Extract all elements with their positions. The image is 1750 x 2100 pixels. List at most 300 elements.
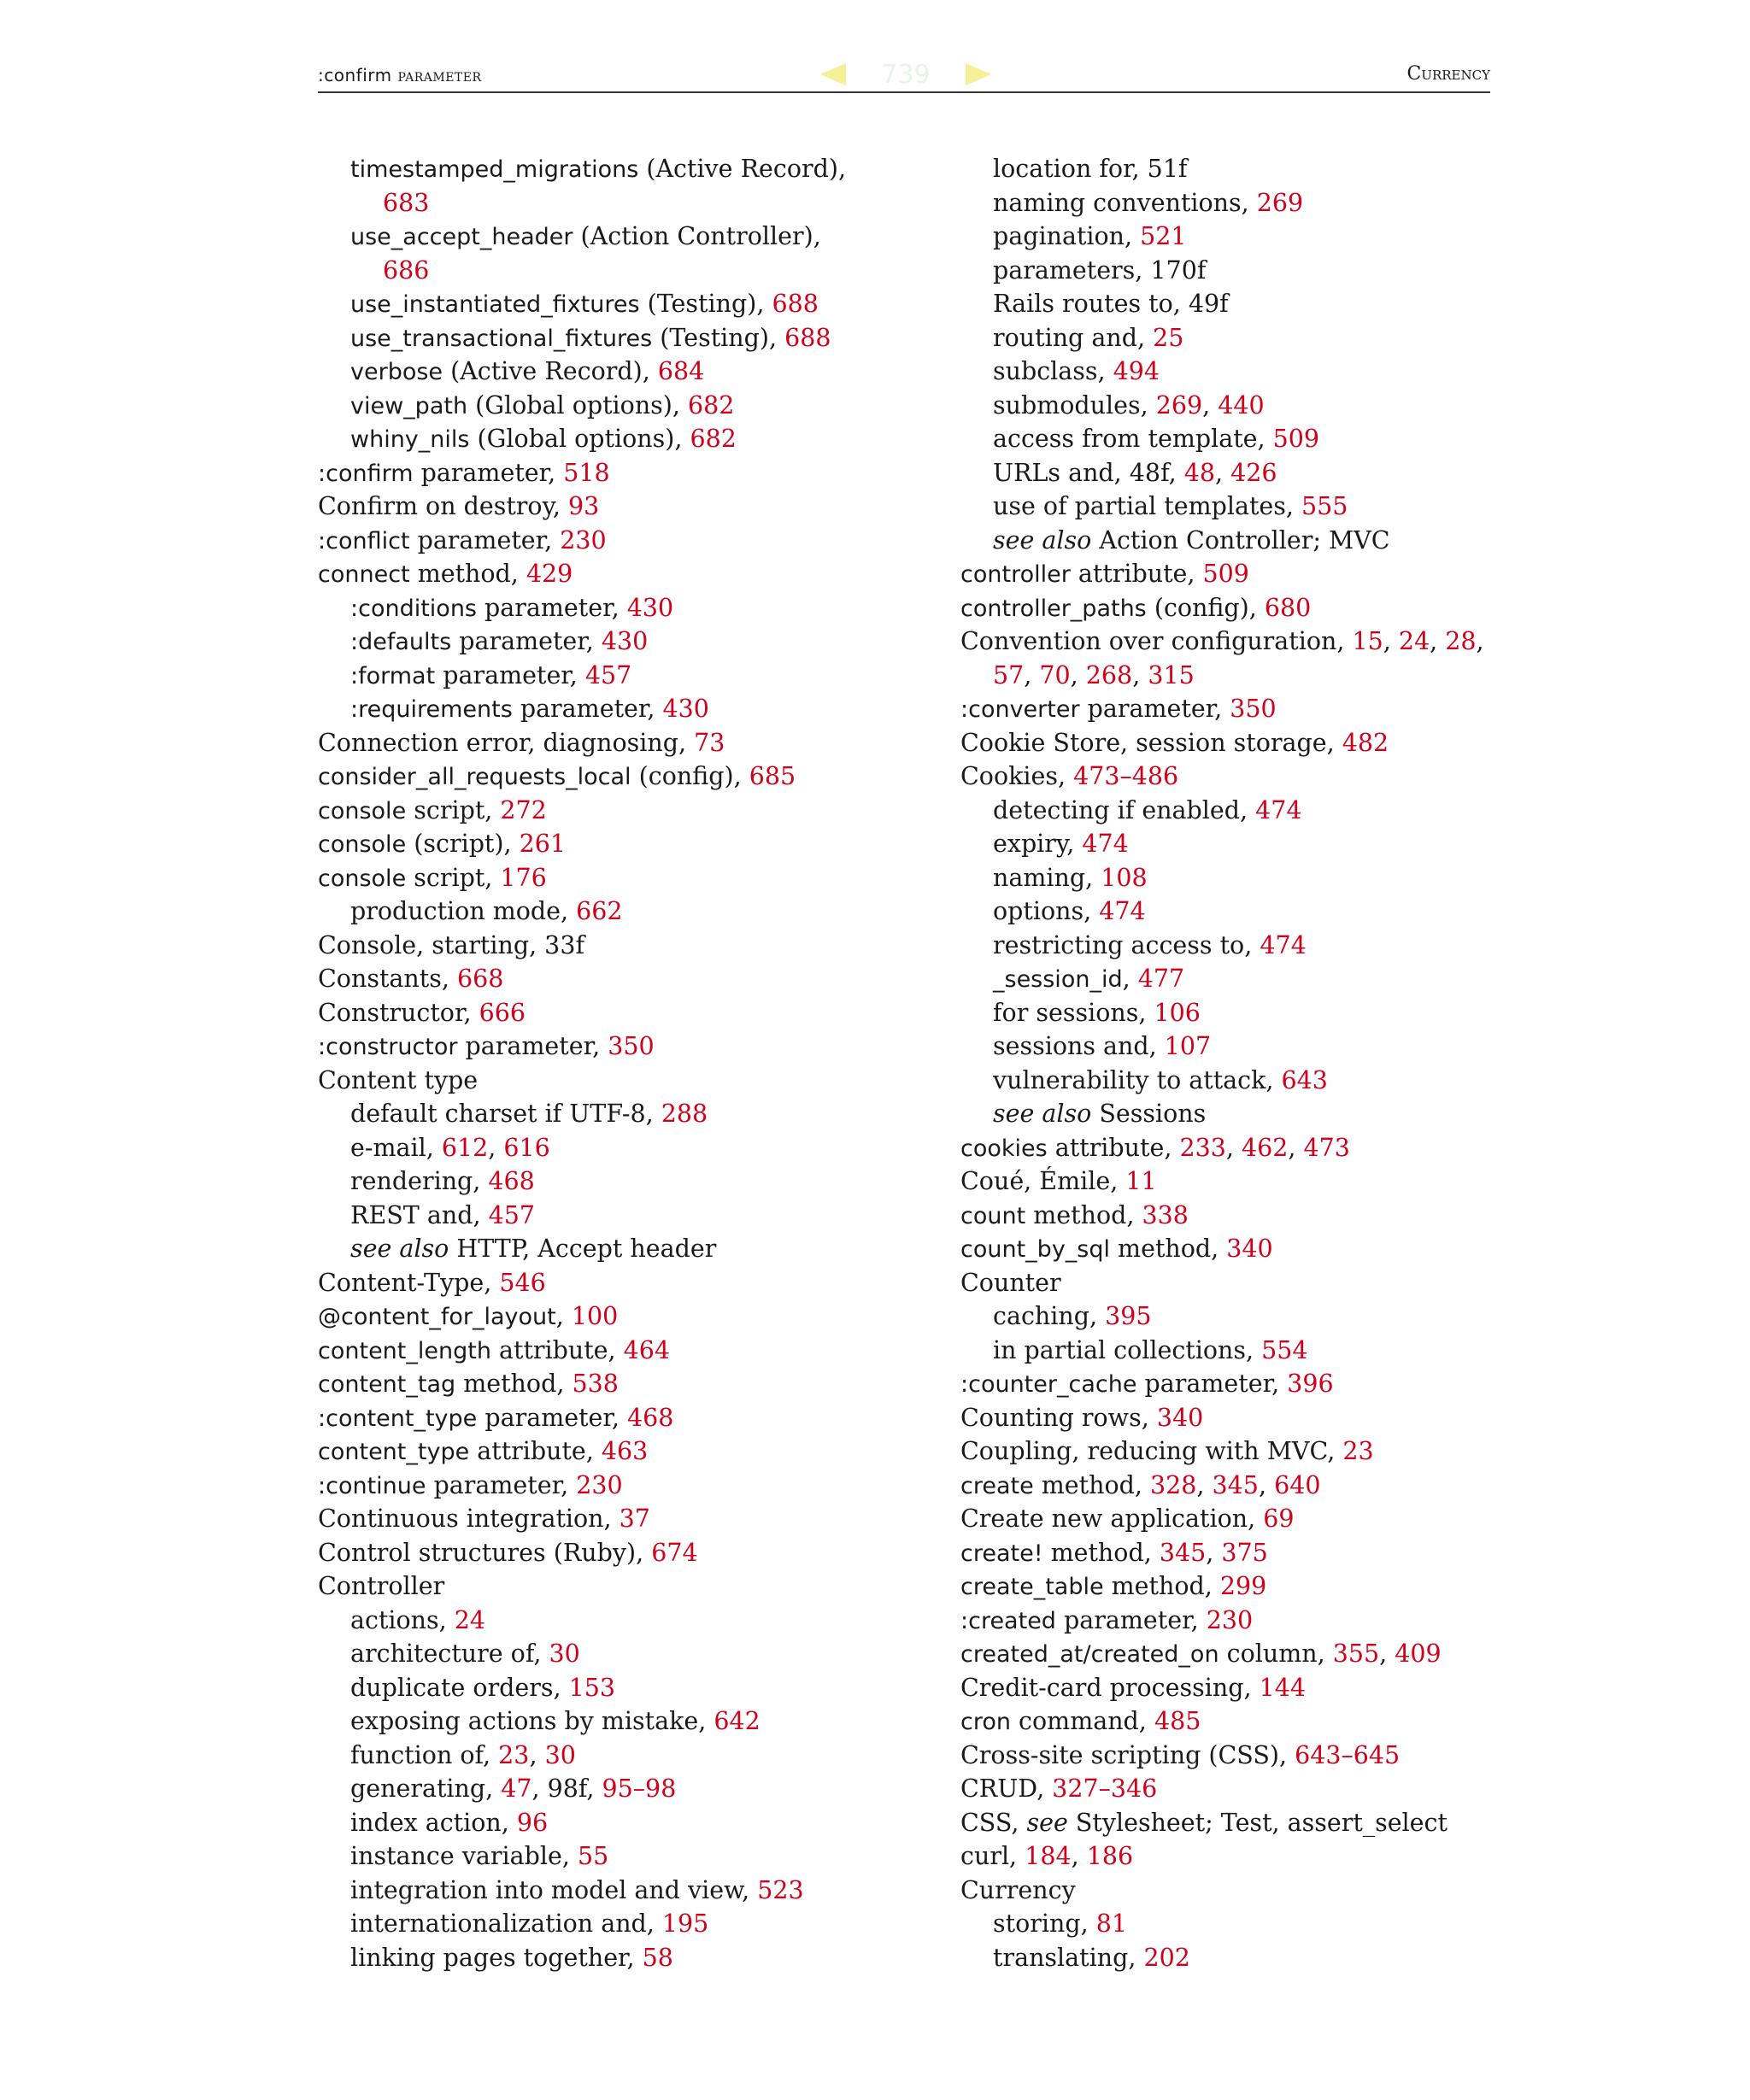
- entry-text: index action,: [350, 1808, 517, 1837]
- page-reference-link[interactable]: 474: [1255, 795, 1302, 824]
- page-reference-link[interactable]: 24: [1398, 627, 1430, 655]
- page-reference-link[interactable]: 269: [1155, 390, 1203, 419]
- entry-text: , 98f,: [531, 1774, 602, 1803]
- page-reference-link[interactable]: 107: [1164, 1032, 1212, 1060]
- entry-text: Coupling, reducing with MVC,: [960, 1437, 1343, 1465]
- page-reference-link[interactable]: 195: [661, 1909, 709, 1938]
- code-term: create_table: [960, 1574, 1104, 1600]
- index-subentry: [960, 524, 1559, 558]
- page-reference-link[interactable]: 93: [568, 492, 600, 520]
- index-subentry: [960, 389, 1559, 423]
- code-term: :created: [960, 1607, 1056, 1634]
- page-reference-link[interactable]: 288: [661, 1100, 708, 1128]
- entry-text: Coué, Émile,: [960, 1167, 1126, 1195]
- page-reference-link[interactable]: 176: [500, 863, 547, 892]
- entry-text: (script),: [406, 830, 520, 858]
- page-reference-link[interactable]: 682: [688, 390, 735, 419]
- entry-text: (Testing),: [652, 323, 785, 352]
- entry-text: method,: [1025, 1200, 1142, 1229]
- entry-text: Create new application,: [960, 1505, 1264, 1533]
- index-subentry: [318, 659, 916, 693]
- entry-text: parameter,: [512, 695, 663, 723]
- index-entry: [318, 1299, 916, 1334]
- entry-text: ,: [1225, 1133, 1242, 1162]
- page-reference-link[interactable]: 96: [516, 1808, 549, 1837]
- page-reference-link[interactable]: 100: [571, 1302, 619, 1330]
- entry-text: Constants,: [318, 965, 457, 993]
- entry-text: CSS,: [960, 1808, 1027, 1837]
- entry-text: Controller: [318, 1572, 445, 1600]
- page-reference-link[interactable]: 482: [1342, 728, 1389, 757]
- index-entry: [960, 1199, 1559, 1233]
- page-reference-link[interactable]: 430: [601, 627, 649, 655]
- code-term: count: [960, 1202, 1026, 1229]
- index-subentry: [318, 625, 916, 659]
- page-reference-link[interactable]: 473–486: [1073, 762, 1179, 790]
- index-entry: [318, 861, 916, 895]
- code-term: count_by_sql: [960, 1236, 1110, 1263]
- page-reference-link[interactable]: 429: [526, 560, 573, 588]
- entry-text: parameter,: [409, 525, 561, 554]
- index-subentry: [318, 895, 916, 929]
- page-reference-link[interactable]: 345: [1212, 1470, 1259, 1499]
- index-subentry: [960, 827, 1559, 861]
- index-subentry: [318, 1941, 916, 1975]
- code-term: use_instantiated_fixtures: [350, 291, 640, 318]
- page-reference-link[interactable]: 457: [488, 1200, 535, 1229]
- entry-text: integration into model and view,: [350, 1875, 758, 1904]
- see-also-label: see also: [993, 1100, 1092, 1128]
- page-reference-link[interactable]: 269: [1256, 188, 1304, 217]
- see-also-label: see also: [993, 525, 1092, 554]
- index-column-right: [960, 152, 1559, 1974]
- page-reference-link[interactable]: 57: [993, 660, 1025, 689]
- page-reference-link[interactable]: 340: [1226, 1235, 1273, 1263]
- entry-text: location for, 51f: [993, 155, 1188, 183]
- entry-text: use of partial templates,: [993, 492, 1302, 520]
- index-entry: [960, 1434, 1559, 1469]
- page-reference-link[interactable]: 612: [441, 1133, 489, 1162]
- index-subentry: [960, 287, 1559, 321]
- index-entry: [960, 1839, 1559, 1874]
- index-subentry: [960, 1941, 1559, 1975]
- page-reference-link[interactable]: 666: [479, 998, 526, 1027]
- index-entry: [318, 1367, 916, 1401]
- entry-text: caching,: [993, 1302, 1106, 1330]
- page-reference-link[interactable]: 462: [1241, 1133, 1289, 1162]
- index-subentry: [318, 1671, 916, 1705]
- page-reference-link[interactable]: 184: [1025, 1842, 1072, 1870]
- entry-text: (Global options),: [469, 425, 690, 453]
- index-entry: [318, 1536, 916, 1570]
- index-subentry: [960, 1029, 1559, 1064]
- entry-text: exposing actions by mistake,: [350, 1707, 714, 1735]
- page-reference-link[interactable]: 521: [1140, 222, 1187, 250]
- index-subentry: [318, 152, 916, 186]
- index-entry: [318, 490, 916, 524]
- entry-text: Cookies,: [960, 762, 1074, 790]
- next-page-arrow-icon[interactable]: [966, 63, 991, 85]
- page-reference-link[interactable]: 48: [1183, 458, 1215, 487]
- index-subentry: [318, 1704, 916, 1739]
- page-reference-link[interactable]: 518: [563, 458, 610, 487]
- page-reference-link[interactable]: 616: [503, 1133, 550, 1162]
- running-head: [318, 51, 1490, 92]
- entry-text: ,: [1071, 1842, 1087, 1870]
- page-reference-link[interactable]: 28: [1445, 627, 1477, 655]
- see-also-label: see also: [350, 1235, 449, 1263]
- code-term: view_path: [350, 392, 468, 419]
- entry-text: ,: [555, 1302, 572, 1330]
- page-reference-link[interactable]: 396: [1287, 1370, 1334, 1398]
- page-reference-link[interactable]: 538: [572, 1370, 619, 1398]
- running-head-right: Currency: [1406, 63, 1490, 85]
- page-reference-link[interactable]: 477: [1137, 965, 1185, 993]
- page-reference-link[interactable]: 37: [619, 1505, 650, 1533]
- entry-text: parameter,: [477, 593, 627, 622]
- page-reference-link[interactable]: 546: [499, 1268, 546, 1297]
- page-reference-link[interactable]: 30: [549, 1640, 580, 1668]
- index-subentry: [960, 152, 1559, 186]
- entry-text: method,: [1042, 1538, 1160, 1567]
- entry-text: subclass,: [993, 357, 1113, 385]
- index-entry: [960, 1604, 1559, 1638]
- index-subentry: [318, 1874, 916, 1908]
- page-reference-link[interactable]: 430: [662, 695, 709, 723]
- page-reference-link[interactable]: 680: [1264, 593, 1312, 622]
- index-entry: [960, 591, 1559, 625]
- page-reference-link[interactable]: 350: [1230, 695, 1277, 723]
- index-entry: [960, 1874, 1559, 1908]
- entry-text: parameters, 170f: [993, 255, 1207, 284]
- entry-text: ,: [1288, 1133, 1304, 1162]
- page-reference-link[interactable]: 685: [749, 762, 796, 790]
- page-reference-link[interactable]: 686: [383, 255, 430, 284]
- page-reference-link[interactable]: 474: [1099, 897, 1146, 925]
- page-reference-link[interactable]: 662: [576, 897, 623, 925]
- entry-text: generating,: [350, 1774, 502, 1803]
- code-term: :defaults: [350, 629, 452, 655]
- index-entry: [318, 456, 916, 490]
- entry-text: internationalization and,: [350, 1909, 662, 1938]
- code-term: cookies: [960, 1135, 1048, 1162]
- page-reference-link[interactable]: 682: [690, 425, 737, 453]
- entry-text: parameter,: [451, 627, 602, 655]
- entry-text: attribute,: [490, 1335, 624, 1364]
- index-entry: [318, 929, 916, 963]
- page-reference-link[interactable]: 327–346: [1052, 1774, 1158, 1803]
- index-subentry: [960, 186, 1559, 220]
- page-reference-link[interactable]: 70: [1039, 660, 1071, 689]
- index-entry: [318, 760, 916, 794]
- index-subentry: [318, 1164, 916, 1199]
- entry-text: storing,: [993, 1909, 1096, 1938]
- page-reference-link[interactable]: 509: [1202, 560, 1249, 588]
- code-term: use_accept_header: [350, 224, 573, 250]
- page-reference-link[interactable]: 106: [1154, 998, 1201, 1027]
- code-term: consider_all_requests_local: [318, 764, 631, 790]
- page-reference-link[interactable]: 426: [1230, 458, 1277, 487]
- index-entry: [960, 1401, 1559, 1435]
- page-reference-link[interactable]: 81: [1095, 1909, 1127, 1938]
- page-reference-link[interactable]: 640: [1274, 1470, 1321, 1499]
- index-entry: [960, 760, 1559, 794]
- entry-text: Continuous integration,: [318, 1505, 620, 1533]
- page-reference-link[interactable]: 340: [1156, 1403, 1204, 1432]
- index-subentry: [960, 456, 1559, 490]
- page-reference-link[interactable]: 328: [1150, 1470, 1197, 1499]
- index-entry: [318, 827, 916, 861]
- page-reference-link[interactable]: 474: [1082, 830, 1129, 858]
- index-column-left: [318, 152, 916, 1974]
- entry-text: Confirm on destroy,: [318, 492, 569, 520]
- page-reference-link[interactable]: 15: [1352, 627, 1383, 655]
- page-reference-link[interactable]: 11: [1125, 1167, 1157, 1195]
- index-entry: [960, 1131, 1559, 1165]
- page-reference-link[interactable]: 485: [1154, 1707, 1201, 1735]
- page-reference-link[interactable]: 23: [1342, 1437, 1374, 1465]
- entry-text: attribute,: [1047, 1133, 1180, 1162]
- page-reference-link[interactable]: 202: [1143, 1943, 1190, 1972]
- entry-text: curl,: [960, 1842, 1025, 1870]
- entry-text: vulnerability to attack,: [993, 1065, 1282, 1094]
- code-term: whiny_nils: [350, 426, 470, 453]
- entry-text: ,: [1214, 458, 1231, 487]
- index-entry: [960, 1367, 1559, 1401]
- code-term: :counter_cache: [960, 1371, 1137, 1398]
- page-reference-link[interactable]: 315: [1148, 660, 1195, 689]
- code-term: controller: [960, 561, 1071, 588]
- page-reference-link[interactable]: 345: [1159, 1538, 1207, 1567]
- page-reference-link[interactable]: 58: [642, 1943, 673, 1972]
- page-reference-link[interactable]: 30: [544, 1740, 576, 1769]
- page-reference-link[interactable]: 463: [601, 1437, 649, 1465]
- entry-text: ,: [1383, 627, 1399, 655]
- code-term: controller_paths: [960, 595, 1147, 622]
- running-head-left-word: parameter: [397, 65, 482, 85]
- page-reference-link[interactable]: 261: [519, 830, 567, 858]
- page-reference-link[interactable]: 523: [757, 1875, 804, 1904]
- page-reference-link[interactable]: 683: [383, 188, 430, 217]
- index-entry: [318, 794, 916, 828]
- code-term: use_transactional_fixtures: [350, 325, 653, 352]
- index-entry: [960, 625, 1559, 659]
- entry-text: Action Controller; MVC: [1091, 525, 1390, 554]
- page-reference-link[interactable]: 464: [623, 1335, 671, 1364]
- entry-text: ,: [1132, 660, 1148, 689]
- page-reference-link[interactable]: 95–98: [602, 1774, 677, 1803]
- entry-text: method,: [409, 560, 526, 588]
- index-subentry: [318, 692, 916, 726]
- code-term: :content_type: [318, 1405, 478, 1432]
- entry-text: instance variable,: [350, 1842, 578, 1870]
- entry-text: Counting rows,: [960, 1403, 1157, 1432]
- entry-text: parameter,: [426, 1470, 577, 1499]
- index-subentry: [960, 1064, 1559, 1098]
- entry-text: ,: [1206, 1538, 1222, 1567]
- entry-text: attribute,: [1070, 560, 1203, 588]
- page-reference-link[interactable]: 643: [1281, 1065, 1328, 1094]
- index-subentry: [960, 861, 1559, 895]
- entry-text: (Active Record),: [638, 155, 847, 183]
- index-subentry: [960, 355, 1559, 389]
- page-reference-link[interactable]: 299: [1219, 1572, 1267, 1600]
- code-term: :format: [350, 662, 436, 689]
- index-entry: [960, 1704, 1559, 1739]
- entry-text: pagination,: [993, 222, 1141, 250]
- page-reference-link[interactable]: 468: [488, 1167, 535, 1195]
- page-reference-link[interactable]: 457: [584, 660, 632, 689]
- code-term: content_length: [318, 1337, 491, 1364]
- page-reference-link[interactable]: 153: [568, 1673, 616, 1702]
- code-term: :requirements: [350, 696, 513, 723]
- entry-text: ,: [1196, 1470, 1213, 1499]
- index-subentry: [318, 1097, 916, 1131]
- index-subentry: [318, 389, 916, 423]
- page-reference-link[interactable]: 474: [1260, 930, 1307, 959]
- code-term: _session_id: [993, 966, 1123, 993]
- code-term: :converter: [960, 696, 1080, 723]
- index-entry: [960, 726, 1559, 760]
- entry-text: translating,: [993, 1943, 1144, 1972]
- entry-text: sessions and,: [993, 1032, 1165, 1060]
- entry-text: parameter,: [477, 1403, 628, 1432]
- index-subentry: [960, 1334, 1559, 1368]
- page-reference-link[interactable]: 144: [1259, 1673, 1306, 1702]
- index-entry: [960, 1502, 1559, 1536]
- page-reference-link[interactable]: 509: [1272, 425, 1320, 453]
- page-reference-link[interactable]: 23: [498, 1740, 530, 1769]
- entry-text: ,: [1476, 627, 1484, 655]
- page-reference-link[interactable]: 55: [577, 1842, 609, 1870]
- entry-text: script,: [406, 795, 501, 824]
- page-reference-link[interactable]: 554: [1261, 1335, 1308, 1364]
- index-subentry: [318, 1907, 916, 1941]
- index-entry: [318, 1434, 916, 1469]
- entry-text: Convention over configuration,: [960, 627, 1353, 655]
- index-entry: [960, 1266, 1559, 1300]
- page-reference-link[interactable]: 233: [1179, 1133, 1226, 1162]
- index-entry: [318, 1266, 916, 1300]
- page-reference-link[interactable]: 186: [1086, 1842, 1134, 1870]
- index-entry: [960, 1772, 1559, 1806]
- page-reference-link[interactable]: 230: [576, 1470, 623, 1499]
- entry-text: Cookie Store, session storage,: [960, 728, 1342, 757]
- index-subentry: [960, 1907, 1559, 1941]
- page-reference-link[interactable]: 430: [626, 593, 674, 622]
- entry-text: ,: [1379, 1640, 1395, 1668]
- page-reference-link[interactable]: 47: [501, 1774, 532, 1803]
- index-entry: [318, 557, 916, 591]
- index-subentry: [960, 422, 1559, 456]
- page-reference-link[interactable]: 668: [456, 965, 504, 993]
- page-reference-link[interactable]: 355: [1332, 1640, 1380, 1668]
- entry-text: Currency: [960, 1875, 1076, 1904]
- page-reference-link[interactable]: 473: [1303, 1133, 1350, 1162]
- index-subentry: [960, 321, 1559, 355]
- entry-text: ,: [1070, 660, 1086, 689]
- entry-text: ,: [1258, 1470, 1275, 1499]
- index-subentry: [318, 321, 916, 355]
- index-entry: [318, 524, 916, 558]
- entry-text: Control structures (Ruby),: [318, 1538, 652, 1567]
- index-entry: [318, 1064, 916, 1098]
- page-reference-link[interactable]: 494: [1113, 357, 1160, 385]
- running-head-left-code: :confirm: [318, 65, 392, 85]
- entry-text: (Action Controller),: [573, 222, 821, 250]
- entry-text: production mode,: [350, 897, 577, 925]
- index-subentry: [318, 591, 916, 625]
- entry-text: Cross-site scripting (CSS),: [960, 1740, 1295, 1769]
- index-subentry: [960, 929, 1559, 963]
- code-term: :constructor: [318, 1034, 458, 1060]
- page-reference-link[interactable]: 642: [714, 1707, 760, 1735]
- page-reference-link[interactable]: 73: [694, 728, 725, 757]
- index-entry: [318, 996, 916, 1030]
- entry-text: Rails routes to, 49f: [993, 290, 1229, 318]
- page-reference-link[interactable]: 688: [772, 290, 819, 318]
- entry-text: Sessions: [1091, 1100, 1207, 1128]
- page-navigation: [820, 55, 991, 89]
- entry-text: duplicate orders,: [350, 1673, 569, 1702]
- page-reference-link[interactable]: 350: [608, 1032, 655, 1060]
- index-subentry: [318, 1199, 916, 1233]
- entry-text: (config),: [631, 762, 749, 790]
- code-term: console: [318, 797, 407, 824]
- entry-text: HTTP, Accept header: [449, 1235, 717, 1263]
- page-reference-link[interactable]: 684: [657, 357, 705, 385]
- index-subentry: [960, 1097, 1559, 1131]
- page-reference-link[interactable]: 468: [627, 1403, 674, 1432]
- page-reference-link[interactable]: 375: [1221, 1538, 1268, 1567]
- entry-text: submodules,: [993, 390, 1156, 419]
- index-entry: [960, 1671, 1559, 1705]
- index-entry: [318, 1334, 916, 1368]
- index-subentry: [960, 254, 1559, 288]
- page-reference-link[interactable]: 395: [1105, 1302, 1152, 1330]
- entry-text: (config),: [1146, 593, 1265, 622]
- page-reference-link[interactable]: 643–645: [1295, 1740, 1401, 1769]
- page-reference-link[interactable]: 409: [1395, 1640, 1442, 1668]
- page-reference-link[interactable]: 674: [651, 1538, 698, 1567]
- entry-text: expiry,: [993, 830, 1083, 858]
- page-reference-link[interactable]: 440: [1218, 390, 1265, 419]
- page-reference-link[interactable]: 25: [1153, 323, 1184, 352]
- running-head-left: [318, 65, 482, 85]
- entry-text: attribute,: [469, 1437, 602, 1465]
- page-reference-link[interactable]: 69: [1263, 1505, 1295, 1533]
- index-entry: [960, 1739, 1559, 1773]
- page-reference-link[interactable]: 108: [1101, 863, 1148, 892]
- code-term: :conditions: [350, 595, 477, 622]
- entry-text: ,: [1024, 660, 1040, 689]
- page-reference-link[interactable]: 268: [1085, 660, 1133, 689]
- page-reference-link[interactable]: 230: [560, 525, 607, 554]
- page-reference-link[interactable]: 230: [1206, 1605, 1254, 1634]
- page-reference-link[interactable]: 688: [784, 323, 831, 352]
- entry-text: naming,: [993, 863, 1101, 892]
- index-subentry: [960, 794, 1559, 828]
- code-term: console: [318, 865, 407, 892]
- index-entry: [960, 1569, 1559, 1604]
- code-term: create!: [960, 1540, 1043, 1567]
- see-also-label: see: [1026, 1808, 1068, 1837]
- page-reference-link[interactable]: 272: [500, 795, 547, 824]
- page-reference-link[interactable]: 555: [1301, 492, 1348, 520]
- code-term: @content_for_layout: [318, 1304, 556, 1330]
- page-reference-link[interactable]: 24: [454, 1605, 486, 1634]
- page-reference-link[interactable]: 338: [1142, 1200, 1189, 1229]
